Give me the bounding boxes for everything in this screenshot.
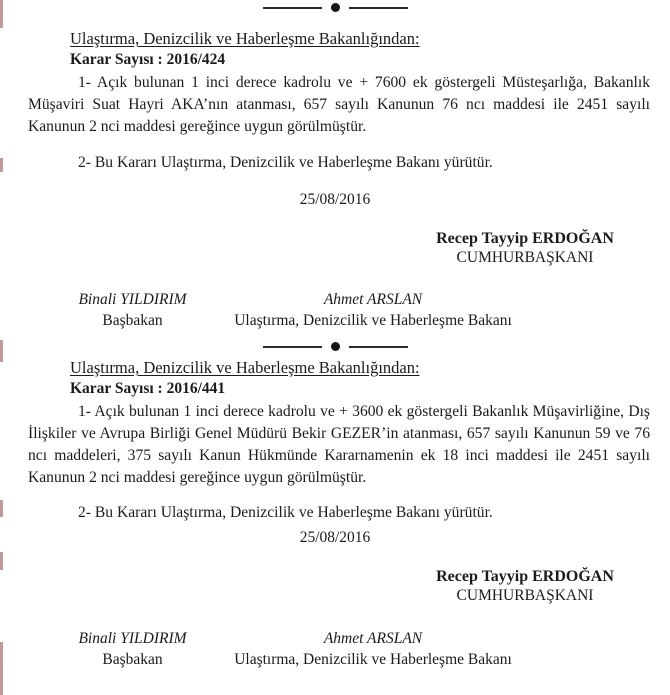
president-title: CUMHURBAŞKANI	[456, 249, 594, 266]
signatory-title: Başbakan	[102, 651, 163, 668]
signatory-prime-minister	[40, 290, 225, 331]
signatory-title: Ulaştırma, Denizcilik ve Haberleşme Bakanı	[234, 651, 512, 668]
separator-line-icon	[349, 7, 408, 9]
signatory-name: Ahmet ARSLAN	[323, 291, 423, 308]
separator-line-icon	[349, 346, 408, 348]
separator-dot-icon	[331, 342, 340, 351]
president-name: Recep Tayyip ERDOĞAN	[436, 568, 614, 585]
signatory-prime-minister	[40, 629, 225, 670]
decree-number: Karar Sayısı : 2016/441	[70, 380, 226, 397]
decree-article-2: 2- Bu Kararı Ulaştırma, Denizcilik ve Haberleşme Bakanı yürütür.	[78, 154, 493, 171]
ministry-heading: Ulaştırma, Denizcilik ve Haberleşme Bakanlığından:	[70, 29, 420, 48]
decree-article-2: 2- Bu Kararı Ulaştırma, Denizcilik ve Haberleşme Bakanı yürütür.	[78, 504, 493, 521]
president-title: CUMHURBAŞKANI	[456, 587, 594, 604]
decree-number: Karar Sayısı : 2016/424	[70, 51, 226, 68]
scan-edge-mark	[0, 552, 3, 570]
president-signature-block	[420, 567, 630, 606]
separator-ornament	[0, 342, 670, 351]
decree-date: 25/08/2016	[299, 191, 371, 208]
signatory-title: Ulaştırma, Denizcilik ve Haberleşme Bakanı	[234, 312, 512, 329]
president-name: Recep Tayyip ERDOĞAN	[436, 230, 614, 247]
decree-article-1: 1- Açık bulunan 1 inci derece kadrolu ve + 3600 ek göstergeli Bakanlık Müşavirliğine, Dış İlişkiler ve Avrupa Birliği Genel Müdürü Bekir GEZER’in atanması, 657 sayılı Kanunun 59 ve 76 ncı maddeleri, 375 sayılı Kanun Hükmünde Kararnamenin ek 18 inci maddesi ile 2451 sayılı Kanunun 2 nci maddesi gereğince uygun görülmüştür.	[28, 403, 650, 486]
separator-line-icon	[263, 7, 322, 9]
separator-line-icon	[263, 346, 322, 348]
signatory-name: Binali YILDIRIM	[78, 630, 187, 647]
signatory-name: Ahmet ARSLAN	[323, 630, 423, 647]
separator-ornament	[0, 3, 670, 12]
ministry-heading: Ulaştırma, Denizcilik ve Haberleşme Bakanlığından:	[70, 358, 420, 377]
decree-date: 25/08/2016	[299, 529, 371, 546]
signatory-minister	[222, 629, 524, 670]
scan-edge-mark	[0, 500, 3, 517]
scan-edge-mark	[0, 158, 3, 172]
scan-edge-mark	[0, 642, 3, 695]
president-signature-block	[420, 229, 630, 268]
signatory-minister	[222, 290, 524, 331]
signatory-title: Başbakan	[102, 312, 163, 329]
signatory-name: Binali YILDIRIM	[78, 291, 187, 308]
separator-dot-icon	[331, 3, 340, 12]
decree-article-1: 1- Açık bulunan 1 inci derece kadrolu ve + 7600 ek göstergeli Müsteşarlığa, Bakanlık Müşaviri Suat Hayri AKA’nın atanması, 657 sayılı Kanunun 76 ncı maddesi ile 2451 sayılı Kanunun 2 nci maddesi gereğince uygun görülmüştür.	[28, 74, 650, 135]
